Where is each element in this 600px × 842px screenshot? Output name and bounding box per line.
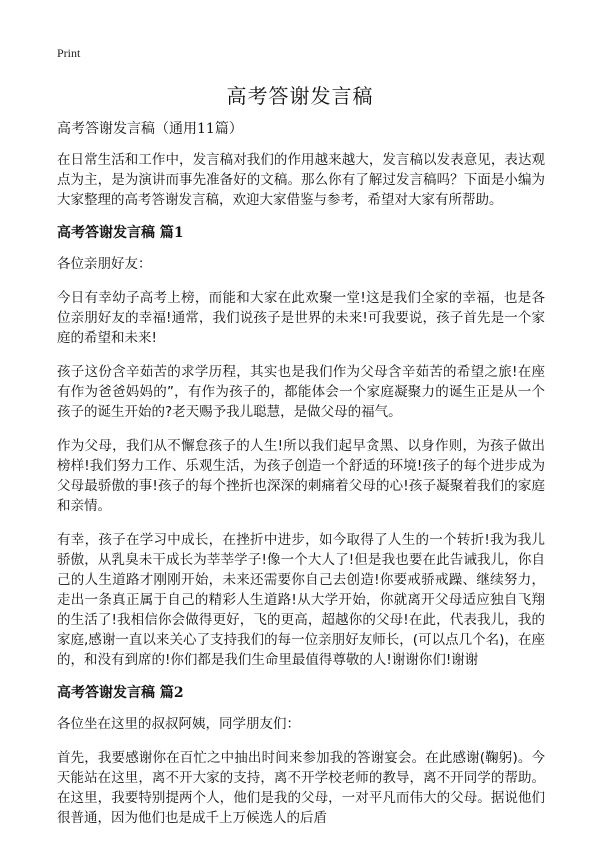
paragraph: 有幸，孩子在学习中成长，在挫折中进步，如今取得了人生的一个转折!我为我儿骄傲，从乳臭未干成长为莘莘学子!像一个大人了!但是我也要在此告诫我儿，你自己的人生道路才刚刚开始，未来还需要你自己去创造!你要戒骄戒躁、继续努力，走出一条真正属于自己的精彩人生道路!从大学开始，你就离开父母适应独自飞翔的生活了!我相信你会做得更好，飞的更高，超越你的父母!在此，代表我儿，我的家庭,感谢一直以来关心了支持我们的每一位亲朋好友师长，(可以点几个名)，在座的，和没有到席的!你们都是我们生命里最值得尊敬的人!谢谢你们!谢谢 xyxy=(57,532,545,668)
paragraph: 各位坐在这里的叔叔阿姨，同学朋友们： xyxy=(57,716,300,732)
section-heading: 高考答谢发言稿 篇1 xyxy=(57,225,184,241)
paragraph: 首先，我要感谢你在百忙之中抽出时间来参加我的答谢宴会。在此感谢(鞠躬)。今天能站在这里，离不开大家的支持，离不开学校老师的教导，离不开同学的帮助。在这里，我要特别提两个人，他们是我的父母，一对平凡而伟大的父母。据说他们很普通，因为他们也是成千上万候选人的后盾 xyxy=(57,750,545,826)
document-subtitle: 高考答谢发言稿（通用11篇） xyxy=(57,121,243,137)
intro-paragraph: 在日常生活和工作中，发言稿对我们的作用越来越大，发言稿以发表意见，表达观点为主，是为演讲而事先准备好的文稿。那么你有了解过发言稿吗？下面是小编为大家整理的高考答谢发言稿，欢迎大家借鉴与参考，希望对大家有所帮助。 xyxy=(57,152,545,208)
section-heading: 高考答谢发言稿 篇2 xyxy=(57,685,184,701)
paragraph: 孩子这份含辛茹苦的求学历程，其实也是我们作为父母含辛茹苦的希望之旅!在座有作为爸爸妈妈的”，有作为孩子的，都能体会一个家庭凝聚力的诞生正是从一个孩子的诞生开始的?老天赐予我儿聪慧，是做父母的福气。 xyxy=(57,364,545,420)
paragraph: 作为父母，我们从不懈怠孩子的人生!所以我们起早贪黑、以身作则，为孩子做出榜样!我们努力工作、乐观生活，为孩子创造一个舒适的环境!孩子的每个进步成为父母最骄傲的事!孩子的每个挫折也深深的刺痛着父母的心!孩子凝聚着我们的家庭和亲情。 xyxy=(57,438,545,514)
page-title: 高考答谢发言稿 xyxy=(226,84,374,108)
print-link[interactable]: Print xyxy=(57,46,81,60)
paragraph: 今日有幸幼子高考上榜，而能和大家在此欢聚一堂!这是我们全家的幸福，也是各位亲朋好友的幸福!通常，我们说孩子是世界的未来!可我要说，孩子首先是一个家庭的希望和未来! xyxy=(57,290,545,346)
document-body xyxy=(57,120,545,842)
paragraph: 各位亲朋好友： xyxy=(57,256,152,272)
